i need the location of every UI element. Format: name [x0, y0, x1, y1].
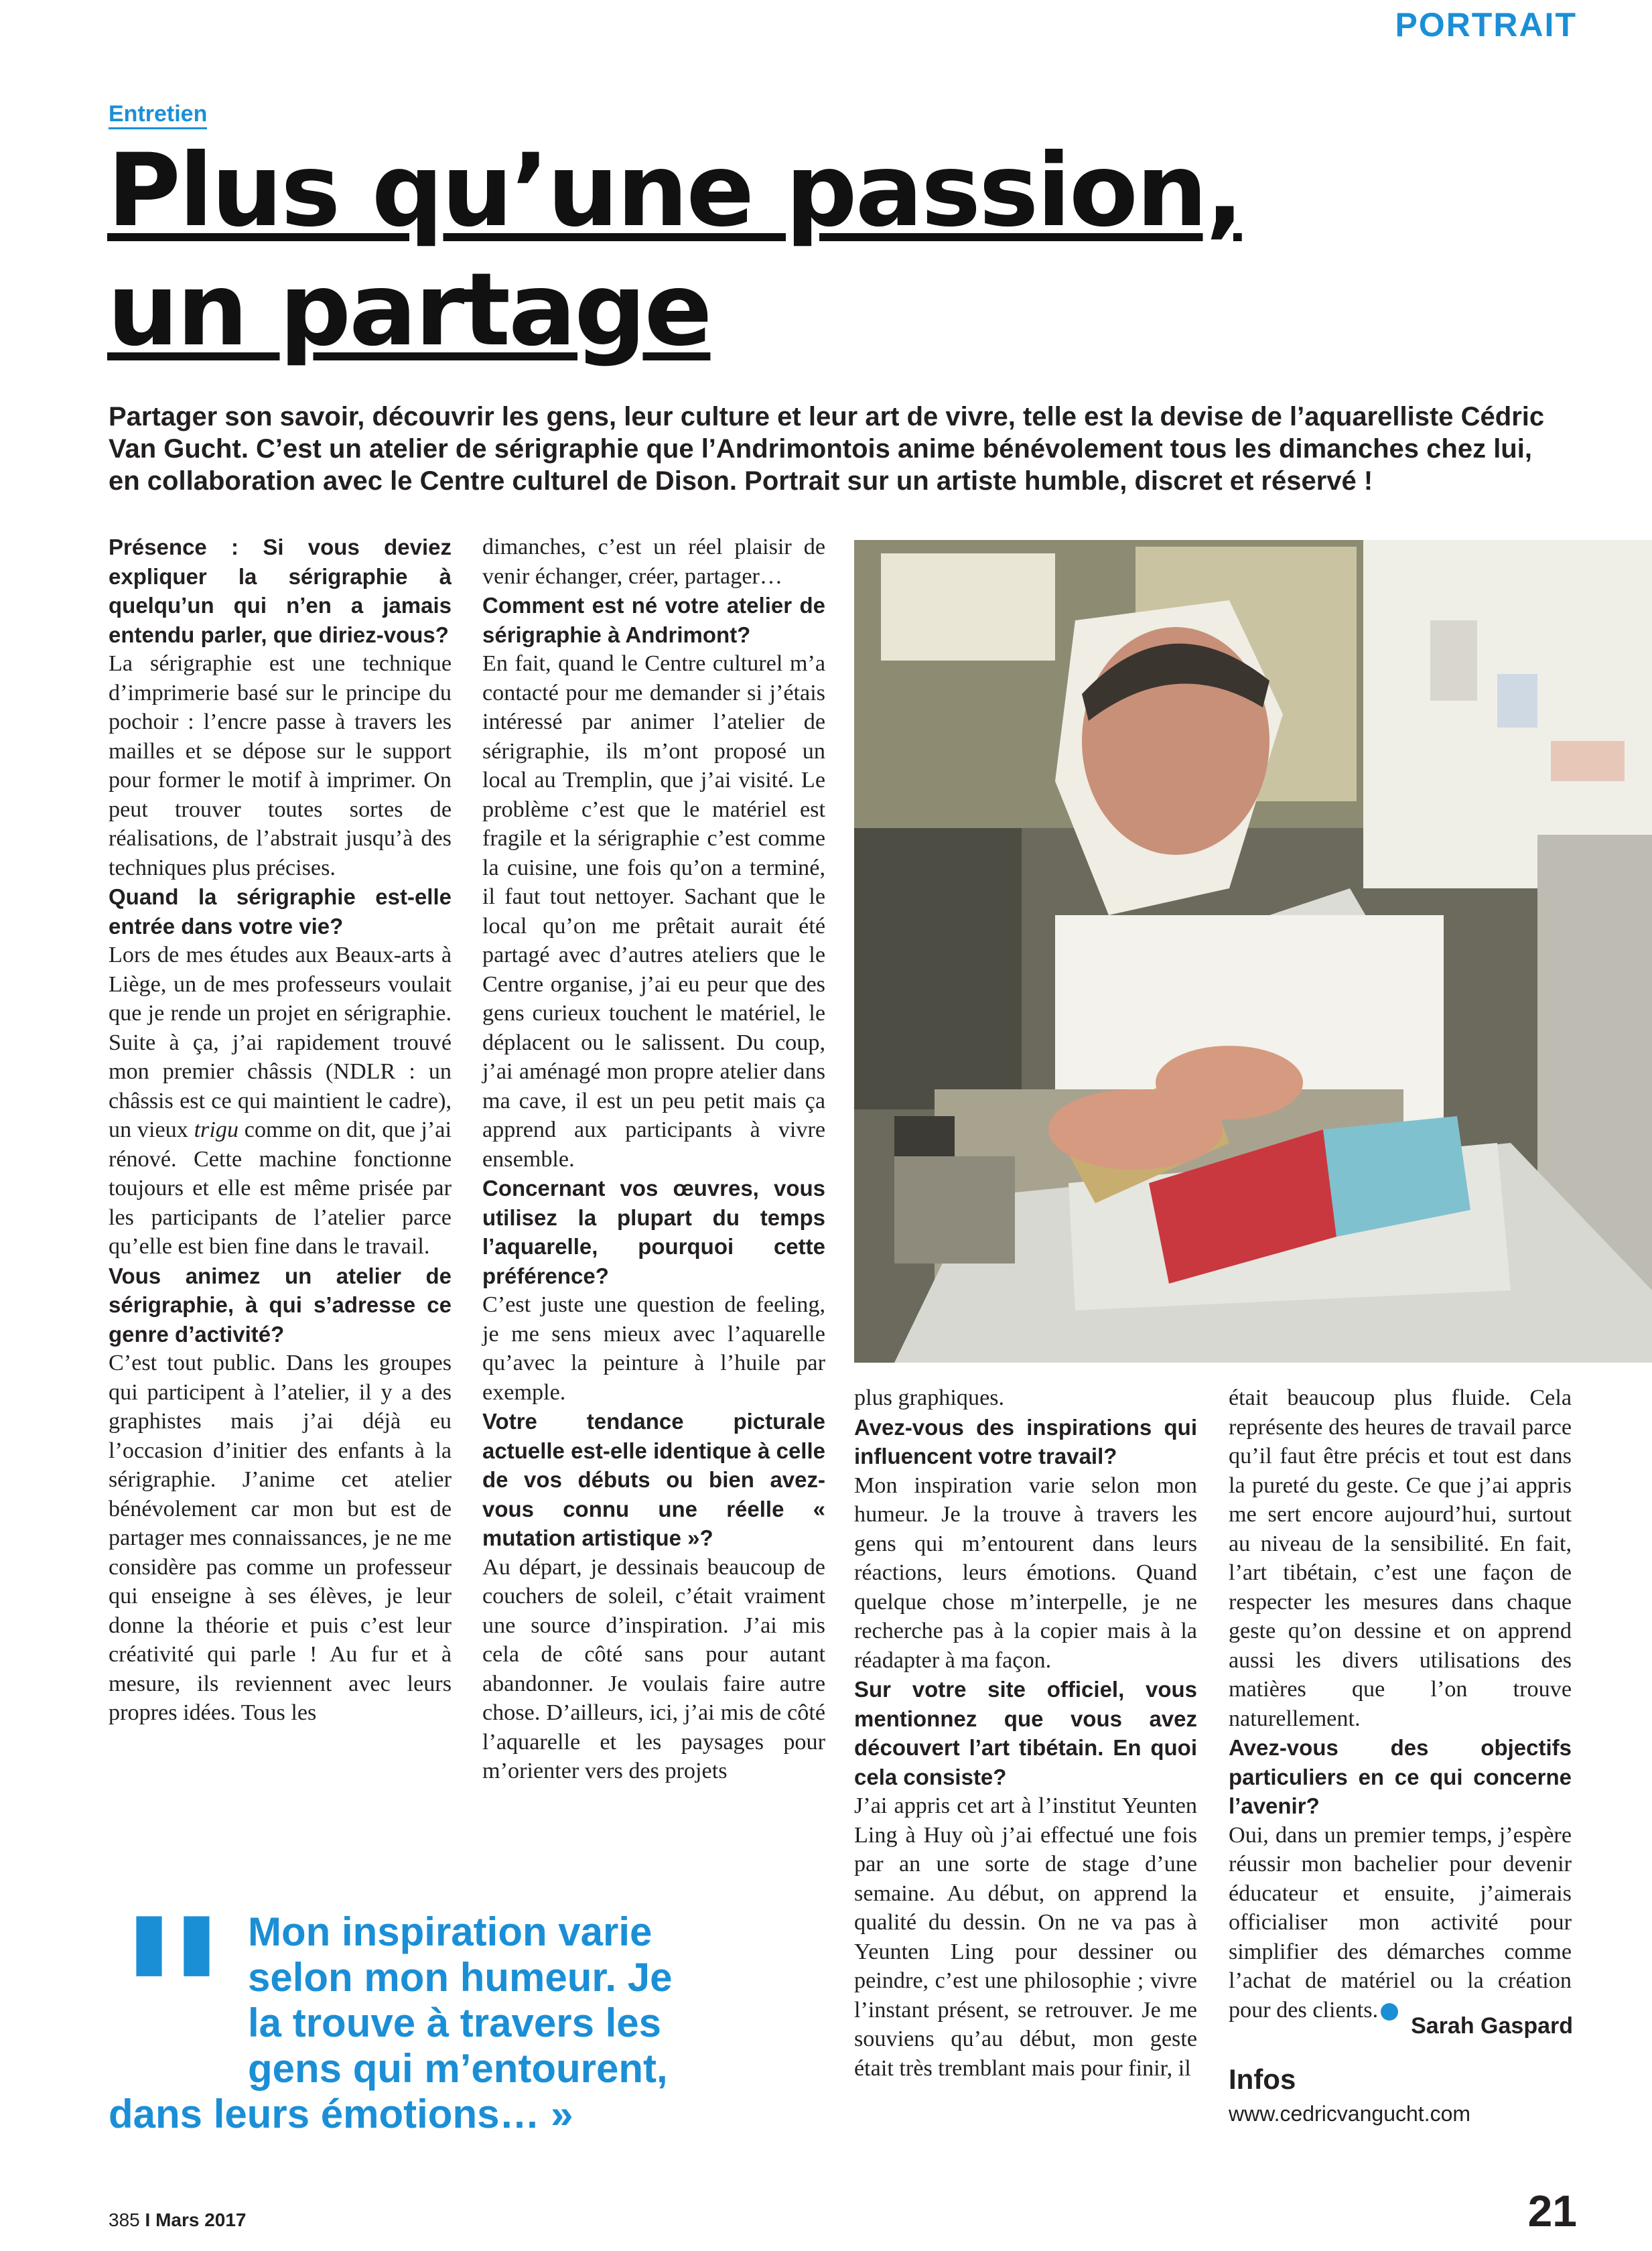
interview-answer: C’est juste une question de feeling, je me sens mieux avec l’aquarelle qu’avec la peinture à l’huile par exemple. — [482, 1292, 825, 1405]
pull-quote-line: gens qui m’entourent, — [248, 2046, 668, 2091]
interview-question: Sur votre site officiel, vous mentionnez que vous avez découvert l’art tibétain. En quoi cela consiste? — [854, 1677, 1197, 1789]
interview-answer: En fait, quand le Centre culturel m’a contacté pour me demander si j’étais intéressé par animer l’atelier de sérigraphie, ils m’ont proposé un local au Tremplin, que j’ai visité. Le problème c’est que le matériel est fragile et la sérigraphie c’est comme la cuisine, une fois qu’on a terminé, il faut tout nettoyer. Sachant que le local qu’on me prêtait aurait été partagé avec d’autres ateliers que le Centre organise, j’ai eu peur que des gens curieux touchent le matériel, le déplacent ou le salissent. Du coup, j’ai aménagé mon propre atelier dans ma cave, il est un peu petit mais ça apprend aux participants à vivre ensemble. — [482, 651, 825, 1172]
column-2 — [482, 533, 825, 1786]
interview-answer: plus graphiques. — [854, 1385, 1005, 1410]
headline-line-1: Plus qu’une passion, — [107, 133, 1242, 249]
interview-question: Avez-vous des inspirations qui influencent votre travail? — [854, 1414, 1197, 1469]
interview-answer: La sérigraphie est une technique d’imprimerie basé sur le principe du pochoir : l’encre passe à travers les mailles et se dépose sur le support pour former le motif à imprimer. On peut trouver toutes sortes de réalisations, de l’abstrait jusqu’à des techniques plus précises. — [109, 651, 452, 880]
interview-question: Concernant vos œuvres, vous utilisez la plupart du temps l’aquarelle, pourquoi cette préférence? — [482, 1176, 825, 1288]
column-3 — [854, 1383, 1197, 2083]
page-number: 21 — [1527, 2186, 1577, 2236]
bullet-dot-icon — [1381, 2003, 1398, 2021]
interview-question: Présence : Si vous deviez expliquer la sérigraphie à quelqu’un qui n’en a jamais entendu parler, que diriez-vous? — [109, 535, 452, 647]
footer-separator: I — [145, 2209, 151, 2230]
interview-answer: Lors de mes études aux Beaux-arts à Liège, un de mes professeurs voulait que je rende un projet en sérigraphie. Suite à ça, j’ai rapidement trouvé mon premier châssis (NDLR : un châssis est ce qui maintient le cadre), un vieux trigu comme on dit, que j’ai rénové. Cette machine fonctionne toujours et elle est même prisée par les participants de l’atelier parce qu’elle est bien fine dans le travail. — [109, 943, 452, 1259]
issue-number: 385 — [109, 2209, 140, 2230]
interview-question: Vous animez un atelier de sérigraphie, à qui s’adresse ce genre d’activité? — [109, 1263, 452, 1347]
interview-answer: Au départ, je dessinais beaucoup de couchers de soleil, c’était vraiment une source d’inspiration. J’ai mis cela de côté sans pour autant abandonner. Je voulais faire autre chose. D’ailleurs, ici, j’ai mis de côté l’aquarelle et les paysages pour m’orienter vers des projets — [482, 1554, 825, 1783]
infos-title: Infos — [1229, 2063, 1296, 2095]
kicker: Entretien — [109, 100, 207, 129]
interview-answer: J’ai appris cet art à l’institut Yeunten Ling à Huy où j’ai effectué une fois par an une sorte de stage d’une semaine. Au début, on apprend la qualité du dessin. On ne va pas à Yeunten Ling pour dessiner ou peindre, c’est une philosophie ; vivre l’instant présent, se retrouver. Je me souviens qu’au début, mon geste était très tremblant mais pour finir, il — [854, 1793, 1197, 2081]
headline-line-2: un partage — [107, 252, 711, 368]
interview-answer: C’est tout public. Dans les groupes qui participent à l’atelier, il y a des graphistes mais j’ai déjà eu l’occasion d’initier des enfants à la sérigraphie. J’anime cet atelier bénévolement car mon but est de partager mes connaissances, je ne me considère pas comme un professeur qui enseigne à ses élèves, je leur donne la théorie et puis c’est leur créativité qui parle ! Au fur et à mesure, ils reviennent avec leurs propres idées. Tous les — [109, 1351, 452, 1725]
emphasis: trigu — [194, 1117, 239, 1142]
interview-answer: Oui, dans un premier temps, j’espère réussir mon bachelier pour devenir éducateur et ensuite, j’aimerais officialiser mon activité pour simplifier des démarches comme l’achat de matériel ou la création pour des clients. — [1229, 1822, 1572, 2023]
interview-answer: dimanches, c’est un réel plaisir de venir échanger, créer, partager… — [482, 535, 825, 589]
lead-paragraph: Partager son savoir, découvrir les gens, leur culture et leur art de vivre, telle est la devise de l’aquarelliste Cédric Van Gucht. C’est un atelier de sérigraphie que l’Andrimontois anime bénévolement tous les dimanches chez lui, en collaboration avec le Centre culturel de Dison. Portrait sur un artiste humble, discret et réservé ! — [109, 402, 1545, 496]
artist-photo — [854, 540, 1652, 1363]
quote-mark-icon: " — [115, 1872, 230, 2130]
section-label: PORTRAIT — [1395, 6, 1577, 44]
interview-question: Avez-vous des objectifs particuliers en ce qui concerne l’avenir? — [1229, 1735, 1572, 1818]
interview-answer: était beaucoup plus fluide. Cela représente des heures de travail parce qu’il faut être précis et tout est dans la pureté du geste. Ce que j’ai appris me sert encore aujourd’hui, surtout au niveau de la sensibilité. En fait, l’art tibétain, c’est une façon de respecter les mesures dans chaque geste qu’on dessine et on apprend aussi les divers utilisations des matières que l’on trouve naturellement. — [1229, 1385, 1572, 1731]
column-4 — [1229, 1383, 1572, 2025]
pull-quote — [109, 1872, 725, 2137]
issue-date: Mars 2017 — [155, 2209, 247, 2230]
pull-quote-line: Mon inspiration varie — [248, 1909, 652, 1954]
column-1 — [109, 533, 452, 1728]
infos-url-link[interactable]: www.cedricvangucht.com — [1229, 2102, 1471, 2126]
interview-question: Votre tendance picturale actuelle est-elle identique à celle de vos débuts ou bien avez-vous connu une réelle « mutation artistique »? — [482, 1409, 825, 1550]
footer-issue — [109, 2209, 247, 2231]
interview-question: Comment est né votre atelier de sérigraphie à Andrimont? — [482, 593, 825, 647]
headline — [107, 131, 1581, 370]
pull-quote-line: la trouve à travers les — [248, 2000, 662, 2045]
interview-question: Quand la sérigraphie est-elle entrée dans votre vie? — [109, 884, 452, 939]
screen-printing-illustration — [854, 540, 1652, 1363]
pull-quote-line: selon mon humeur. Je — [248, 1955, 673, 2000]
pull-quote-line: dans leurs émotions… » — [109, 2092, 573, 2136]
interview-answer: Mon inspiration varie selon mon humeur. Je la trouve à travers les gens qui m’entourent dans leurs réactions, leurs émotions. Quand quelque chose m’interpelle, je ne recherche pas à la copier mais à la réadapter à ma façon. — [854, 1473, 1197, 1673]
author-byline: Sarah Gaspard — [1411, 2013, 1573, 2039]
